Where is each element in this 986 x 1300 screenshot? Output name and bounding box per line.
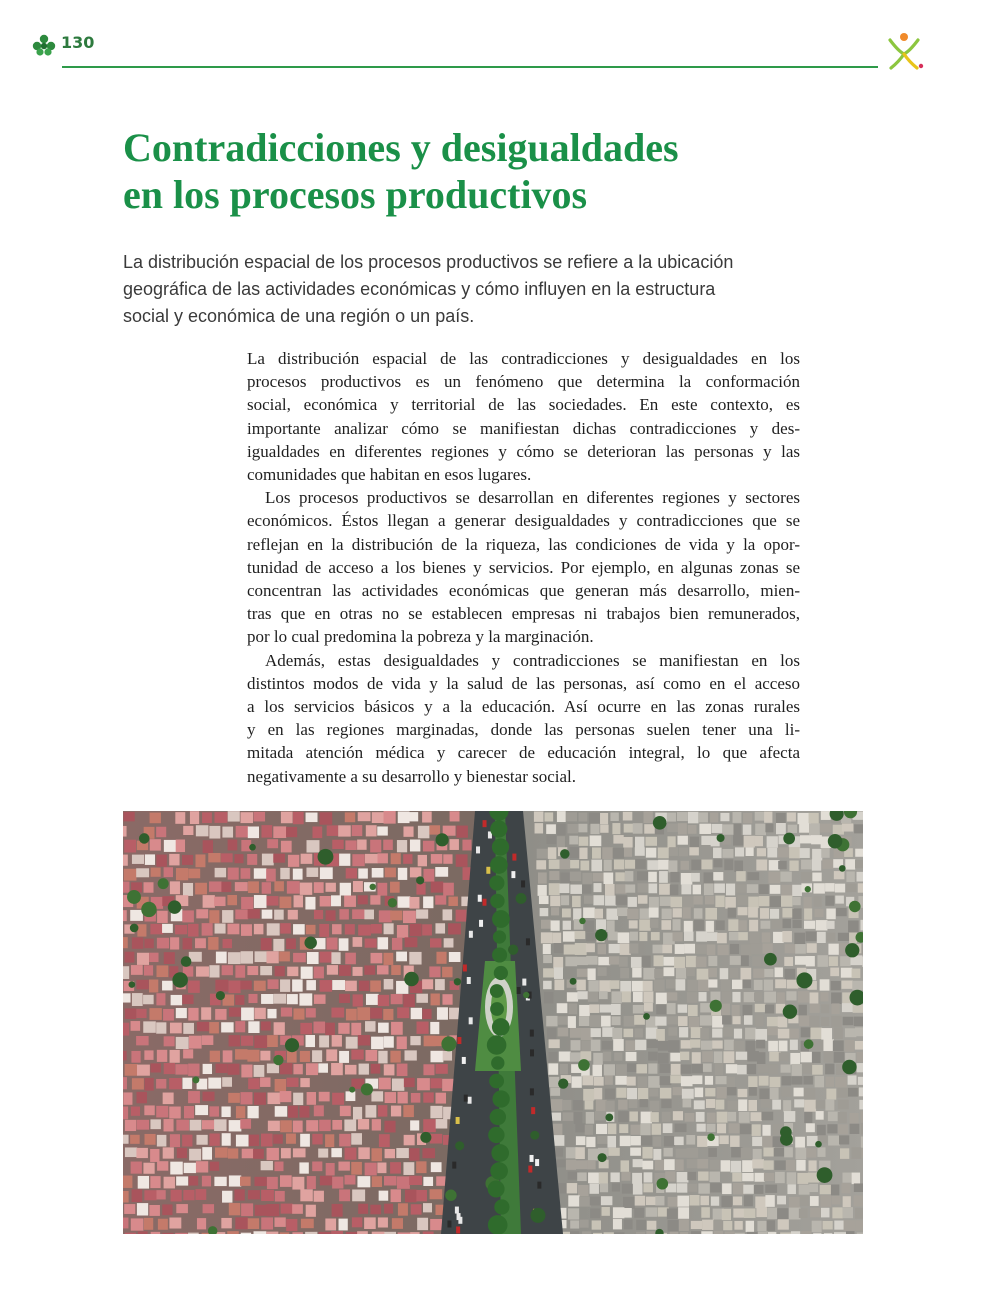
body-line: Los procesos productivos se desarrollan en diferentes regiones y sectores	[265, 488, 800, 508]
paragraph-1	[247, 347, 800, 486]
body-line: procesos productivos es un fenómeno que determina la conformación	[247, 372, 800, 392]
body-line: concentran las actividades económicas que generan más desarrollo, mien-	[247, 581, 800, 601]
green-cluster-logo-icon	[32, 34, 56, 56]
intro-line: La distribución espacial de los procesos productivos se refiere a la ubicación	[123, 252, 734, 272]
body-line: social, económica y territorial de las sociedades. En este contexto, es	[247, 395, 800, 415]
intro-line: geográfica de las actividades económicas y cómo influyen en la estructura	[123, 279, 716, 299]
body-line: La distribución espacial de las contradicciones y desigualdades en los	[247, 349, 800, 368]
body-line: a los servicios básicos y a la educación. Así ocurre en las zonas rurales	[247, 697, 800, 717]
paragraph-2	[247, 486, 800, 648]
person-figure-logo-icon	[884, 30, 924, 72]
intro-line: social y económica de una región o un país.	[123, 306, 475, 326]
header-divider	[62, 66, 878, 68]
page-header	[0, 0, 986, 80]
body-line: mitada atención médica y carecer de educación integral, lo que afecta	[247, 743, 800, 763]
intro-paragraph	[123, 249, 763, 330]
page-number: 130	[61, 33, 95, 52]
body-line: y en las regiones marginadas, donde las personas suelen tener una li-	[247, 720, 800, 740]
body-line: tras que en otras no se establecen empresas ni trabajos bien remunerados,	[247, 604, 800, 624]
body-text	[247, 347, 800, 788]
body-line: distintos modos de vida y la salud de las personas, así como en el acceso	[247, 673, 800, 693]
page-title	[123, 124, 883, 218]
aerial-city-photo	[123, 811, 863, 1234]
body-line: tunidad de acceso a los bienes y servicios. Por ejemplo, en algunas zonas se	[247, 557, 800, 577]
body-line: por lo cual predomina la pobreza y la marginación.	[247, 627, 594, 647]
body-line: negativamente a su desarrollo y bienestar social.	[247, 766, 577, 786]
title-line-1: Contradicciones y desigualdades	[123, 125, 679, 170]
body-line: comunidades que habitan en esos lugares.	[247, 465, 532, 485]
aerial-city-illustration	[123, 811, 863, 1234]
body-line: importante analizar cómo se manifiestan dichas contradicciones y des-	[247, 418, 800, 438]
body-line: Además, estas desigualdades y contradicciones se manifiestan en los	[265, 650, 800, 670]
body-line: económicos. Éstos llegan a generar desigualdades y contradicciones que se	[247, 511, 800, 531]
paragraph-3	[247, 649, 800, 788]
body-line: reflejan en la distribución de la riqueza, las condiciones de vida y la opor-	[247, 534, 800, 554]
title-line-2: en los procesos productivos	[123, 172, 588, 217]
body-line: igualdades en diferentes regiones y cómo se deterioran las personas y las	[247, 441, 800, 461]
